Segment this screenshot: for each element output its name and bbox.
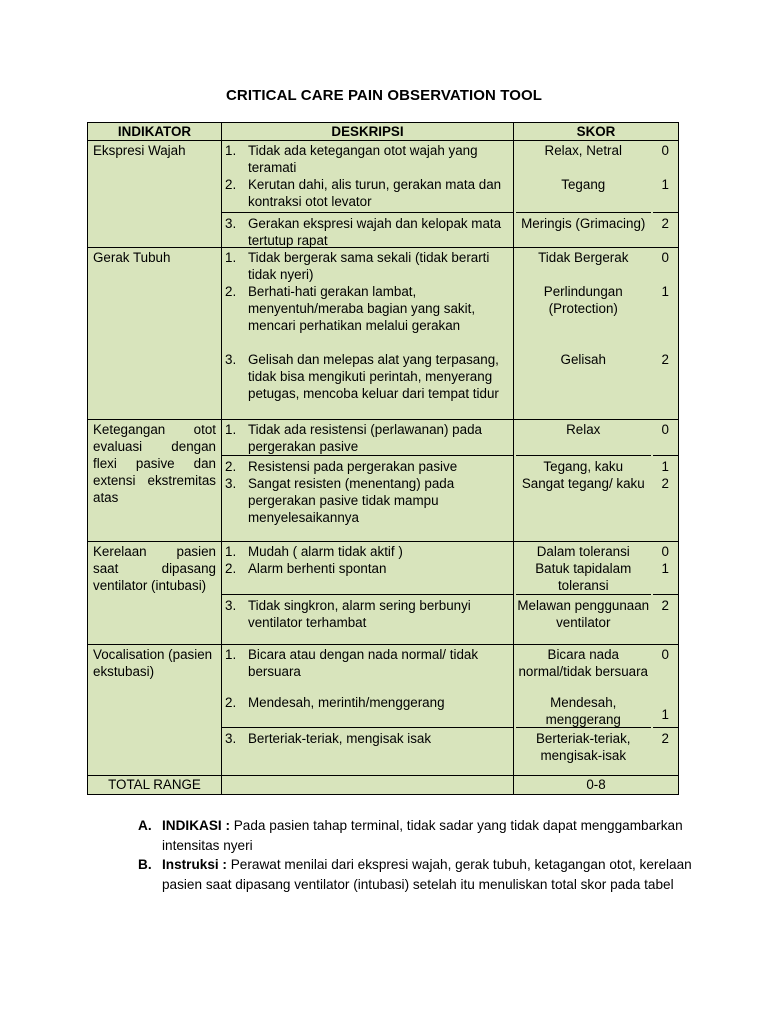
list-item: 3. Sangat resisten (menentang) pada pergerakan pasive tidak mampu menyelesaikannya (225, 476, 455, 525)
indikator-cell: Ekspresi Wajah (88, 141, 222, 248)
deskripsi-cell (222, 645, 514, 776)
list-item: 2. Mendesah, merintih/menggerang (225, 695, 445, 710)
total-label: TOTAL RANGE (88, 776, 222, 795)
skor-cell: Tidak Bergerak Perlindungan (Protection) Gelisah (514, 248, 653, 420)
indikator-cell: Gerak Tubuh (88, 248, 222, 420)
list-item: 1. Bicara atau dengan nada normal/ tidak bersuara (225, 647, 479, 679)
list-item: 3. Gerakan ekspresi wajah dan kelopak mata tertutup rapat (222, 212, 513, 247)
indikator-cell: Vocalisation (pasien ekstubasi) (88, 645, 222, 776)
list-item: 2. Resistensi pada pergerakan pasive (222, 455, 513, 475)
list-item: 3. Berteriak-teriak, mengisak isak (222, 727, 513, 775)
note-indikasi: A. INDIKASI : Pada pasien tahap terminal, tidak sadar yang tidak dapat menggambarkan intensitas nyeri (138, 818, 683, 853)
list-item: 1. Tidak bergerak sama sekali (tidak berarti tidak nyeri) (225, 250, 490, 282)
table-row (88, 645, 679, 776)
skor-cell: Bicara nada normal/tidak bersuara Mendesah, menggerang Berteriak-teriak, mengisak-isak (514, 645, 653, 776)
value-cell: 0 1 2 (653, 141, 679, 248)
list-item: 2. Alarm berhenti spontan (225, 561, 387, 576)
list-item: 1. Tidak ada ketegangan otot wajah yang teramati (225, 143, 478, 175)
list-item: 2. Kerutan dahi, alis turun, gerakan mata dan kontraksi otot levator (225, 177, 502, 209)
table-row (88, 420, 679, 542)
note-label: INDIKASI : (162, 818, 230, 833)
list-item: 3. Gelisah dan melepas alat yang terpasang, tidak bisa mengikuti perintah, menyerang petugas, mencoba keluar dari tempat tidur (225, 352, 499, 401)
deskripsi-cell (222, 248, 514, 420)
total-empty-cell (222, 776, 514, 795)
skor-cell: Dalam toleransi Batuk tapidalam toleransi Melawan penggunaan ventilator (514, 542, 653, 645)
note-text: Pada pasien tahap terminal, tidak sadar yang tidak dapat menggambarkan intensitas nyeri (162, 818, 683, 853)
header-skor: SKOR (514, 123, 679, 141)
cpot-table (87, 122, 679, 795)
page-title: CRITICAL CARE PAIN OBSERVATION TOOL (225, 87, 543, 104)
table-row (88, 542, 679, 645)
deskripsi-cell (222, 542, 514, 645)
header-deskripsi: DESKRIPSI (222, 123, 514, 141)
value-cell: 0 1 2 (653, 542, 679, 645)
table-header-row (88, 123, 679, 141)
value-cell: 0 1 2 (653, 420, 679, 542)
table-row (88, 248, 679, 420)
note-text: Perawat menilai dari ekspresi wajah, gerak tubuh, ketagangan otot, kerelaan pasien saat dipasang ventilator (intubasi) setelah itu menuliskan total skor pada tabel (162, 857, 692, 892)
value-cell: 0 1 2 (653, 248, 679, 420)
skor-cell: Relax Tegang, kaku Sangat tegang/ kaku (514, 420, 653, 542)
deskripsi-cell (222, 420, 514, 542)
total-range: 0-8 (514, 776, 679, 795)
value-cell: 0 1 2 (653, 645, 679, 776)
note-instruksi: B. Instruksi : Perawat menilai dari ekspresi wajah, gerak tubuh, ketagangan otot, kerelaan pasien saat dipasang ventilator (intubasi) setelah itu menuliskan total skor pada tabel (138, 857, 692, 892)
list-item: 3. Tidak singkron, alarm sering berbunyi ventilator terhambat (222, 594, 513, 644)
skor-cell: Relax, Netral Tegang Meringis (Grimacing) (514, 141, 653, 248)
header-indikator: INDIKATOR (88, 123, 222, 141)
deskripsi-cell (222, 141, 514, 248)
list-item: 2. Berhati-hati gerakan lambat, menyentuh/meraba bagian yang sakit, mencari perhatikan melalui gerakan (225, 284, 476, 333)
list-item: 1. Mudah ( alarm tidak aktif ) (225, 544, 403, 559)
table-row (88, 141, 679, 248)
list-item: 1. Tidak ada resistensi (perlawanan) pada pergerakan pasive (225, 422, 482, 454)
notes-list (138, 816, 698, 894)
indikator-cell: Ketegangan otot evaluasi dengan flexi pasive dan extensi ekstremitas atas (88, 420, 222, 542)
total-row (88, 776, 679, 795)
indikator-cell: Kerelaan pasien saat dipasang ventilator (intubasi) (88, 542, 222, 645)
note-label: Instruksi : (162, 857, 227, 872)
